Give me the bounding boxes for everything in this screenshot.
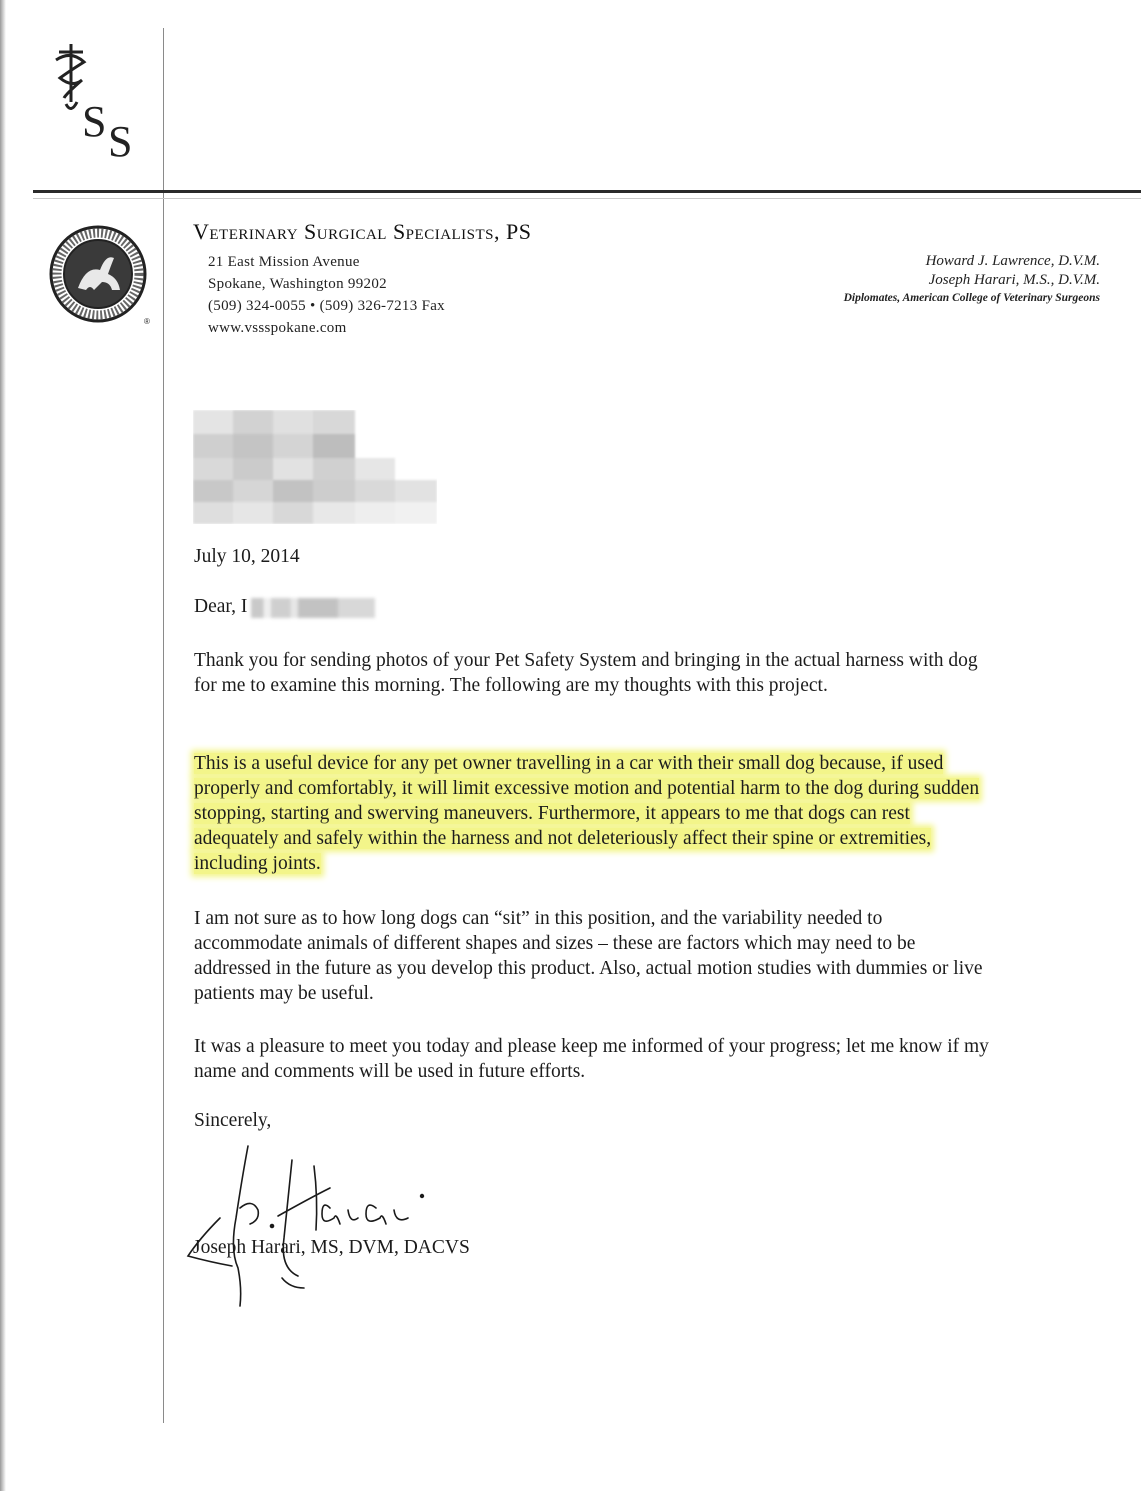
paragraph: Thank you for sending photos of your Pet Safety System and bringing in the actual harness with dog for me to examine this morning. The following are my thoughts with this project.: [194, 650, 978, 696]
salutation-text: Dear, I: [194, 596, 248, 617]
signer-name: Joseph Harari, MS, DVM, DACVS: [193, 1237, 470, 1258]
address-phone: (509) 324-0055 • (509) 326-7213 Fax: [208, 298, 445, 314]
margin-rule: [163, 28, 164, 1423]
logo-letters: S: [82, 97, 107, 146]
caduceus-icon: [56, 44, 84, 109]
diplomate-credential: Diplomates, American College of Veterinary Surgeons: [843, 292, 1100, 304]
salutation: [194, 594, 994, 619]
svg-text:®: ®: [144, 317, 150, 326]
closing: Sincerely,: [194, 1110, 272, 1131]
redacted-recipient-address: [193, 410, 437, 524]
signature: [180, 1138, 440, 1308]
page-edge: [0, 0, 6, 1491]
redacted-name: [251, 598, 375, 618]
paragraph: I am not sure as to how long dogs can “sit” in this position, and the variability needed to accommodate animals of different shapes and sizes – these are factors which may need to be addressed in the future as you develop this product. Also, actual motion studies with dummies or live patients may be useful.: [194, 908, 983, 1004]
letter-date: July 10, 2014: [194, 546, 300, 567]
doctor-name: Joseph Harari, M.S., D.V.M.: [928, 272, 1100, 288]
vss-logo: [44, 40, 154, 165]
paragraph: It was a pleasure to meet you today and please keep me informed of your progress; let me know if my name and comments will be used in future efforts.: [194, 1036, 989, 1082]
address-city: Spokane, Washington 99202: [208, 276, 387, 292]
address-street: 21 East Mission Avenue: [208, 254, 360, 270]
highlighted-paragraph: [194, 751, 994, 876]
website-link[interactable]: www.vssspokane.com: [208, 320, 347, 336]
highlight-text: This is a useful device for any pet owner travelling in a car with their small dog because, if used properly and comfortably, it will limit excessive motion and potential harm to the dog during sudden stopping, starting and swerving maneuvers. Furthermore, it appears to me that dogs can rest adequately and safely within the harness and not deleteriously affect their spine or extremities, including joints.: [194, 753, 980, 874]
doctor-name: Howard J. Lawrence, D.V.M.: [925, 253, 1100, 269]
header-rule-thin: [33, 198, 1141, 199]
logo-letters: S: [108, 117, 133, 165]
header-rule: [33, 190, 1141, 193]
acvs-seal: [48, 224, 152, 328]
practice-name: Veterinary Surgical Specialists, PS: [193, 219, 532, 244]
